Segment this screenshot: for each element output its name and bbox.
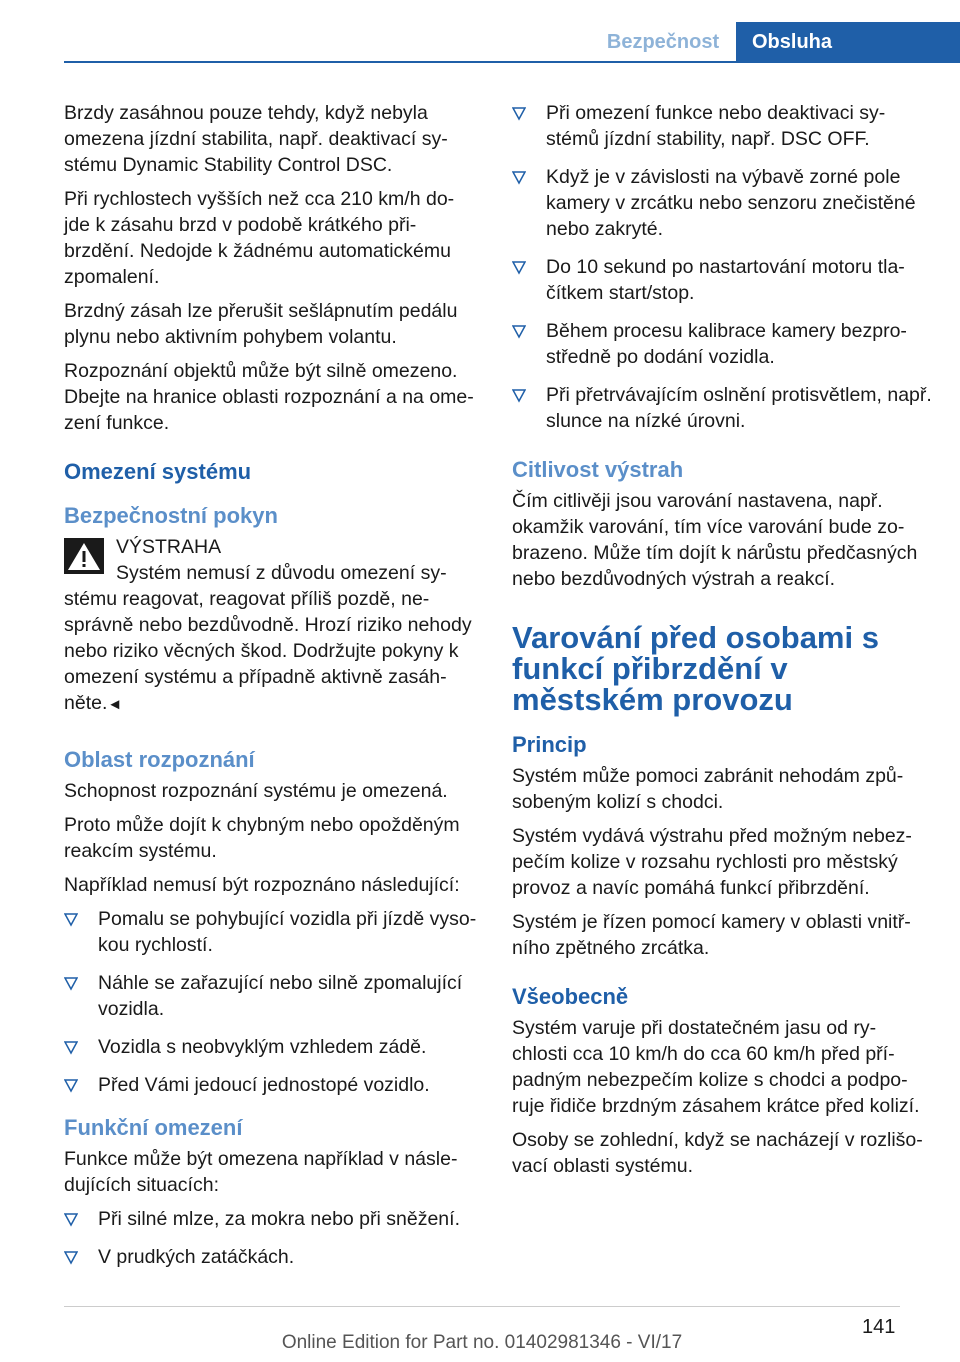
- function-list-continued: [512, 100, 932, 434]
- paragraph: Rozpoznání objektů může být silně omezeno. Dbejte na hranice oblasti rozpoznání a na ome- zení funkce.: [64, 360, 474, 434]
- heading-detection-area: Oblast rozpoznání: [64, 747, 255, 772]
- paragraph: Brzdný zásah lze přerušit sešlápnutím pedálu plynu nebo aktivním pohybem volantu.: [64, 300, 458, 348]
- paragraph: Systém může pomoci zabránit nehodám způ- sobeným kolizí s chodci.: [512, 765, 904, 813]
- bullet-triangle-icon: [512, 258, 526, 276]
- function-list: [64, 1206, 482, 1270]
- header-rule: [64, 61, 960, 63]
- paragraph: Při rychlostech vyšších než cca 210 km/h do- jde k zásahu brzd v podobě krátkého při- brzdění. Nedojde k žádnému automatickému zpomalení.: [64, 188, 455, 288]
- heading-warning-sensitivity: Citlivost výstrah: [512, 457, 684, 482]
- list-item: Náhle se zařazující nebo silně zpomalující vozidla.: [64, 970, 482, 1022]
- bullet-triangle-icon: [512, 322, 526, 340]
- tab-chapter-operation: Obsluha: [736, 22, 960, 62]
- bullet-triangle-icon: [64, 1248, 78, 1266]
- paragraph: Například nemusí být rozpoznáno následující:: [64, 874, 460, 896]
- list-item: Když je v závislosti na výbavě zorné pole kamery v zrcátku nebo senzoru znečistěné nebo zakryté.: [512, 164, 932, 242]
- list-item: Vozidla s neobvyklým vzhledem zádě.: [64, 1034, 482, 1060]
- paragraph: Funkce může být omezena například v násle- dujících situacích:: [64, 1148, 458, 1196]
- heading-function-limits: Funkční omezení: [64, 1115, 243, 1140]
- warning-text-line1: Systém nemusí z důvodu omezení sy-: [116, 562, 447, 584]
- bullet-triangle-icon: [64, 974, 78, 992]
- detection-list: [64, 906, 482, 1098]
- paragraph: Brzdy zasáhnou pouze tehdy, když nebyla omezena jízdní stabilita, např. deaktivací sy- stému Dynamic Stability Control DSC.: [64, 102, 448, 176]
- warning-text-rest: stému reagovat, reagovat příliš pozdě, ne- správně nebo bezdůvodně. Hrozí riziko nehody nebo riziko věcných škod. Dodržujte pokyny k omezení systému a případně aktivně zasáh- něte.: [64, 588, 472, 714]
- bullet-triangle-icon: [64, 1076, 78, 1094]
- bullet-triangle-icon: [64, 910, 78, 928]
- paragraph: Osoby se zohlední, když se nacházejí v rozlišo- vací oblasti systému.: [512, 1129, 923, 1177]
- warning-box: [64, 534, 482, 718]
- paragraph: Čím citlivěji jsou varování nastavena, např. okamžik varování, tím více varování bude zo- brazeno. Může tím dojít k nárůstu předčasných nebo bezdůvodných výstrah a reakcí.: [512, 490, 918, 590]
- list-item: V prudkých zatáčkách.: [64, 1244, 482, 1270]
- heading-pedestrian-warning: Varování před osobami s funkcí přibrzdění v městském provozu: [512, 620, 879, 717]
- paragraph: Systém varuje při dostatečném jasu od ry- chlosti cca 10 km/h do cca 60 km/h před pří- padným nebezpečím kolize s chodci a podpo- ruje řidiče brzdným zásahem krátce před kolizí.: [512, 1017, 920, 1117]
- heading-system-limits: Omezení systému: [64, 459, 252, 484]
- list-item: Pomalu se pohybující vozidla při jízdě vyso- kou rychlostí.: [64, 906, 482, 958]
- bullet-triangle-icon: [64, 1210, 78, 1228]
- list-item: Při omezení funkce nebo deaktivaci sy- stémů jízdní stability, např. DSC OFF.: [512, 100, 932, 152]
- paragraph: Proto může dojít k chybným nebo opožděným reakcím systému.: [64, 814, 460, 862]
- warning-triangle-icon: [64, 538, 104, 574]
- heading-general: Všeobecně: [512, 984, 629, 1009]
- list-item: Před Vámi jedoucí jednostopé vozidlo.: [64, 1072, 482, 1098]
- bullet-triangle-icon: [512, 104, 526, 122]
- end-mark: ◄: [107, 696, 123, 713]
- heading-safety-note: Bezpečnostní pokyn: [64, 503, 278, 528]
- page-number: 141: [862, 1316, 896, 1338]
- bullet-triangle-icon: [512, 386, 526, 404]
- paragraph: Schopnost rozpoznání systému je omezená.: [64, 780, 448, 802]
- warning-title: VÝSTRAHA: [116, 536, 222, 558]
- left-column: [64, 100, 482, 1282]
- footer-rule: [64, 1306, 900, 1307]
- list-item: Při silné mlze, za mokra nebo při sněžení.: [64, 1206, 482, 1232]
- edition-note: Online Edition for Part no. 01402981346 - VI/17: [281, 1332, 683, 1353]
- tab-section-safety: Bezpečnost: [606, 30, 720, 53]
- paragraph: Systém je řízen pomocí kamery v oblasti vnitř- ního zpětného zrcátka.: [512, 911, 911, 959]
- list-item: Během procesu kalibrace kamery bezpro- středně po dodání vozidla.: [512, 318, 932, 370]
- right-column: [512, 100, 932, 1187]
- list-item: Do 10 sekund po nastartování motoru tla- čítkem start/stop.: [512, 254, 932, 306]
- paragraph: Systém vydává výstrahu před možným nebez- pečím kolize v rozsahu rychlosti pro městský provoz a navíc pomáhá funkcí přibrzdění.: [512, 825, 912, 899]
- bullet-triangle-icon: [512, 168, 526, 186]
- heading-principle: Princip: [512, 732, 587, 757]
- list-item: Při přetrvávajícím oslnění protisvětlem, např. slunce na nízké úrovni.: [512, 382, 932, 434]
- warning-text: [64, 586, 482, 718]
- bullet-triangle-icon: [64, 1038, 78, 1056]
